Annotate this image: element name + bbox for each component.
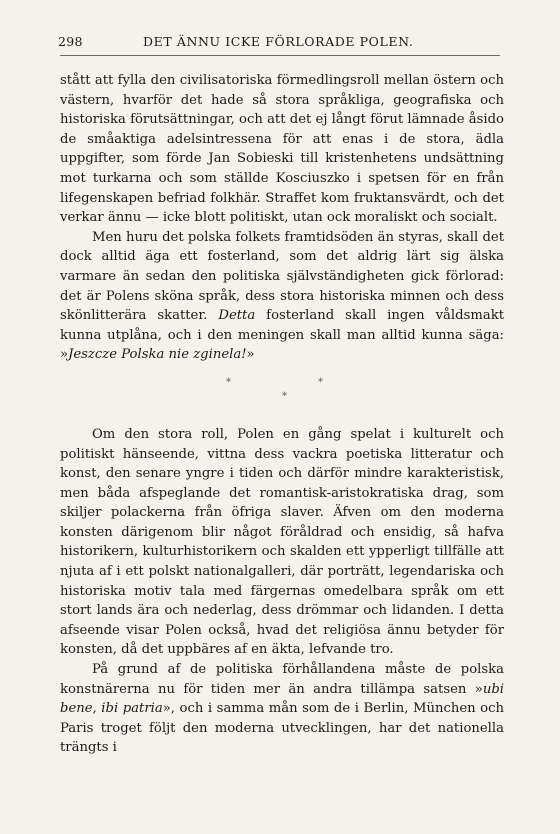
page-header xyxy=(60,30,504,52)
emphasis-text: Detta xyxy=(218,308,256,324)
section-separator xyxy=(60,365,504,425)
quote-polish-motto: Jeszcze Polska nie zginela! xyxy=(68,347,247,363)
header-rule xyxy=(60,55,500,56)
paragraph-text-part: » xyxy=(246,347,255,363)
separator-star: * xyxy=(226,376,231,388)
paragraph-text-part: fosterland skall ingen våldsmakt kunna utplåna, och i den meningen skall man alltid kunna säga: » xyxy=(60,308,504,363)
quote-latin-motto: ubi bene, ibi patria xyxy=(60,681,504,717)
paragraph-text-part: Men huru det polska folkets framtidsöden än styras, skall det dock alltid äga ett fosterland, som det aldrig lärt sig älska varmare än sedan den politiska självständigheten gick förlorad: det är Polens sköna språk, dess stora historiska minnen och dess skönlitterära skatter. xyxy=(60,229,504,324)
paragraph-polish-fatherland xyxy=(60,228,504,365)
separator-star: * xyxy=(318,376,323,388)
paragraph-text-part: På grund af de politiska förhållandena måste de polska konstnärerna nu för tiden mer än andra tillämpa satsen » xyxy=(60,662,504,697)
paragraph-text-part: », och i samma mån som de i Berlin, München och Paris troget följt den moderna utvecklingen, har det nationella trängts i xyxy=(60,701,504,756)
page-body xyxy=(60,71,504,758)
separator-star: * xyxy=(282,390,287,402)
paragraph-political-conditions xyxy=(60,660,504,758)
running-title: DET ÄNNU ICKE FÖRLORADE POLEN. xyxy=(143,34,414,49)
paragraph-art-and-literature: Om den stora roll, Polen en gång spelat i kulturelt och politiskt hänseende, vittna dess vackra poetiska litteratur och konst, den senare yngre i tiden och därför mindre karakteristisk, men båda afspeglande det romantisk-aristokratiska drag, som skiljer polackerna från öfriga slaver. Äfven om den moderna konsten därigenom blir något föråldrad och ensidig, så hafva historikern, kulturhistorikern och skalden ett ypperligt tillfälle att njuta af i ett polskt nationalgalleri, där porträtt, legendariska och historiska motiv tala med färgernas omedelbara språk om ett stort lands ära och nederlag, dess drömmar och lidanden. I detta afseende visar Polen också, hvad det religiösa ännu betyder för konsten, då det uppbäres af en äkta, lefvande tro. xyxy=(60,426,504,658)
book-page xyxy=(60,30,504,820)
paragraph-continued: stått att fylla den civilisatoriska förmedlingsroll mellan östern och västern, hvarför det hade så stora språkliga, geografiska och historiska förutsättningar, och att det ej långt förut lämnade åsido de småaktiga adelsintressena för att enas i de stora, ädla uppgifter, som förde Jan Sobieski till kristenhetens undsättning mot turkarna och som ställde Kosciuszko i spetsen för en från lifegenskapen befriad folkhär. Straffet kom fruktansvärdt, och det verkar ännu — icke blott politiskt, utan ock moraliskt och socialt. xyxy=(60,73,504,226)
page-number: 298 xyxy=(58,34,83,49)
